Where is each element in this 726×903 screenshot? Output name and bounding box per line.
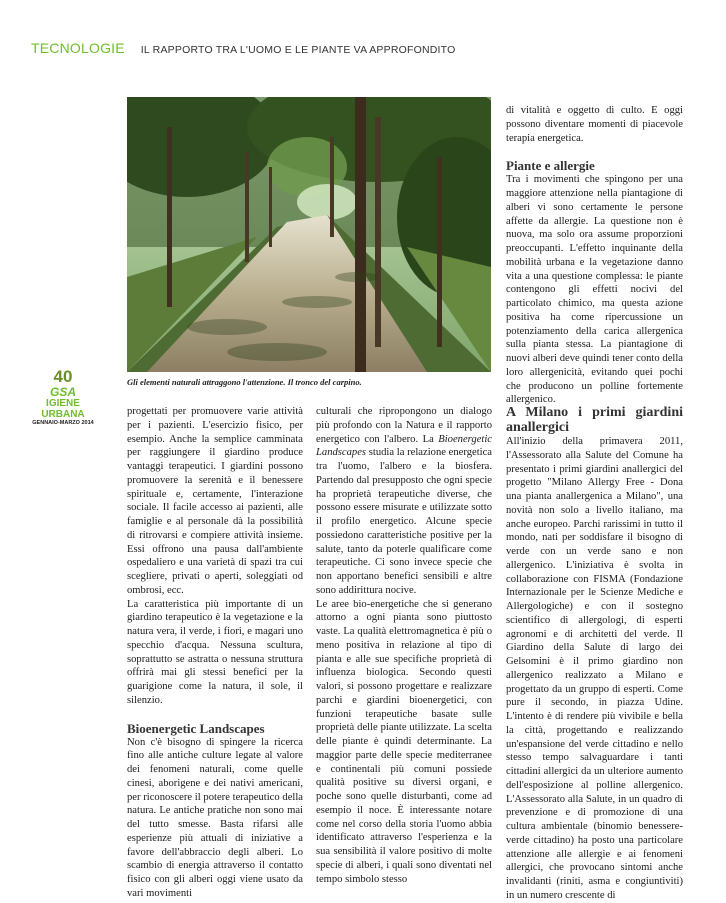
section-heading: Piante e allergie [506,158,595,174]
article-column-1 [127,405,303,901]
paragraph: progettati per promuovere varie attività per i pazienti. L'esercizio fisico, per esempio. Anche la semplice camminata per raggiungere il giardino produce vantaggi terapeutici. I giardini possono promuovere la serenità e il benessere spirituale e, certamente, l'interazione sociale. Il facile accesso ai pazienti, alle famiglie e al personale dà la possibilità di ritrovarsi e compiere attività insieme. Essi offrono una pausa dall'ambiente ospedaliero e una varietà di spazi tra cui scegliere, privati o aperti, soleggiati od ombrosi, ecc. [127,406,303,596]
hero-photo [127,97,491,372]
emphasis: Bioenergetic Landscapes [316,433,492,459]
paragraph: La caratteristica più importante di un giardino terapeutico è la vegetazione e la natura vera, il verde, i fiori, e magari uno specchio d'acqua. Nessuna scultura, soprattutto se astratta o nessuna struttura offrirà mai gli stessi benefici per la guarigione come la natura, il sole, il silenzio. [127,598,303,706]
section-label: TECNOLOGIE [31,40,125,56]
issue-date: GENNAIO-MARZO 2014 [32,420,94,426]
paragraph: di vitalità e oggetto di culto. E oggi possono diventare momenti di piacevole terapia energetica. [506,105,683,144]
article-kicker: IL RAPPORTO TRA L'UOMO E LE PIANTE VA APPROFONDITO [140,44,456,56]
paragraph: Tra i movimenti che spingono per una maggiore attenzione nella piantagione di alberi vi sono certamente le persone affette da allergie. La questione non è nuova, ma solo ora assume proporzioni preoccupanti. L'effetto inquinante della mobilità urbana e la vegetazione danno vita a una questione complessa: le piante contengono gli effetti nocivi del particolato chimico, ma questa azione positiva ha come ripercussione un potenziamento della carica allergenica sulla pianta stessa. La piantagione di nuovi alberi deve quindi tener conto della loro allergenicità, evitando quei pochi che producono un polline fortemente allergenico. [506,174,683,406]
section-heading: Bioenergetic Landscapes [127,720,265,736]
paragraph: All'inizio della primavera 2011, l'Assessorato alla Salute del Comune ha presentato i primi giardini anallergici del progetto "Milano Allergy Free - Dona una pianta anallergenica a Milano", una novità non solo a livello italiano, ma anche europeo. Parchi rarissimi in tutto il mondo, nati per soddisfare il bisogno di verde con un verde sano e non allergenico. L'iniziativa è svolta in collaborazione con FISMA (Fondazione Internazionale per le Scienze Mediche e Allergologiche) e con il sostegno scientifico di allergologi, di esperti agronomi e di architetti del verde. Il Giardino della Salute di largo dei Gelsomini è il primo giardino non allergenico realizzato a Milano e progettato da un gruppo di esperti. Come pure il secondo, in piazza Udine. L'intento è di rendere più vivibile e bella la città, progettando e realizzando un'espansione del verde cittadino e nello stesso tempo salvaguardare i tanti cittadini allergici da un ulteriore aumento dell'esposizione al polline allergenico. L'Assessorato alla Salute, in un quadro di prevenzione e di promozione di una cultura ambientale (binomio benessere-verde cittadino) ha posto una particolare attenzione alle allergie e ai fenomeni allergici, che provocano sintomi anche invalidanti (riniti, asma e congiuntiviti) in un numero crescente di [506,436,683,901]
magazine-logo-title: IGIENE URBANA [41,398,85,420]
article-column-2 [316,405,492,886]
paragraph: Le aree bio-energetiche che si generano attorno a ogni pianta sono piuttosto vaste. La qualità elettromagnetica è più o meno positiva in relazione al tipo di pianta e alle sue specifiche proprietà di influenza biologica. Secondo questi valori, si possono progettare e realizzare parchi e giardini bioenergetici, con funzioni terapeutiche basate sulle proprietà delle piante utilizzate. La scelta delle piante è quindi determinante. La maggior parte delle specie mediterranee e continentali più comuni possiede qualità positive su diversi organi, e poche sono quelle disturbanti, come ad esempio il noce. È interessante notare come nel corso della storia l'uomo abbia identificato attraverso l'esperienza e la sua sensibilità il valore positivo di molte specie di alberi, i quali sono diventati nel tempo simbolo stesso [316,598,492,885]
tree-lined-path-image [127,97,491,372]
paragraph: culturali che ripropongono un dialogo più profondo con la Natura e il rapporto energetico con l'albero. La Bioenergetic Landscapes studia la relazione energetica tra l'uomo, l'albero e la biosfera. Partendo dal presupposto che ogni specie ha proprietà terapeutiche diverse, che possono essere misurate e utilizzate sotto il profilo energetico. Alcune specie possiedono caratteristiche positive per la salute, tanto da poterle qualificare come terapeutiche. Ci sono invece specie che non apportano benefici sensibili e altre sono addirittura nocive. [316,406,492,596]
section-heading: A Milano i primi giardini anallergici [506,405,683,435]
page-header [31,40,455,60]
article-column-3-top [506,104,683,407]
article-column-3-bottom [506,405,683,903]
paragraph: Non c'è bisogno di spingere la ricerca fino alle antiche culture legate al valore dei fenomeni naturali, come quelle cinesi, aborigene e dei nativi americani, per riconoscere il potere terapeutico della natura. Le antiche pratiche non sono mai del tutto smesse. Basta rifarsi alle esperienze più attuali di iniziative a favore dell'abbraccio degli alberi. Lo scambio di energia attraverso il contatto fisico con gli alberi oggi viene usato da vari movimenti [127,736,303,899]
page-number: 40 [53,367,73,386]
page-brand [30,368,96,427]
photo-caption: Gli elementi naturali attraggono l'attenzione. Il tronco del carpino. [127,377,362,387]
magazine-logo-gsa: GSA [49,385,76,399]
